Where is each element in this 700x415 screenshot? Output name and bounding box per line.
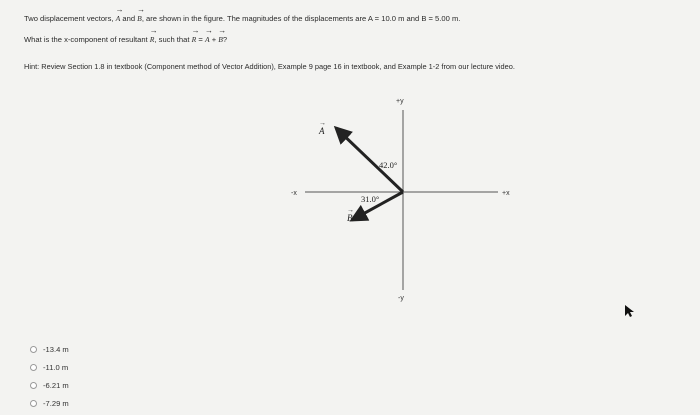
radio-icon[interactable]	[30, 382, 37, 389]
minus-y-label: -y	[398, 295, 404, 302]
option-4[interactable]: -7.29 m	[30, 394, 69, 412]
mouse-cursor-icon	[624, 304, 636, 318]
vector-b-symbol: → B	[137, 11, 142, 23]
option-1[interactable]: -13.4 m	[30, 340, 69, 358]
vector-a-symbol: → A	[116, 11, 121, 23]
minus-x-label: -x	[291, 190, 297, 197]
plus-x-label: +x	[502, 190, 510, 197]
equation-a: → A	[205, 32, 210, 44]
vector-a-label: A	[319, 126, 325, 136]
vector-b-label-arrow: →	[347, 207, 354, 214]
question-line-1: Two displacement vectors, → A and → B, are shown in the figure. The magnitudes of the displacements are A = 10.0 m and B = 5.00 m.	[24, 11, 460, 23]
equation-b: → B	[218, 32, 223, 44]
angle-b-label: 31.0°	[361, 194, 380, 204]
vector-r-symbol: → R	[150, 32, 155, 44]
question-line-2: What is the x-component of resultant → R, such that → R = → A + → B?	[24, 32, 227, 44]
angle-a-label: 42.0°	[379, 160, 398, 170]
plus-y-label: +y	[396, 98, 404, 105]
option-2[interactable]: -11.0 m	[30, 358, 69, 376]
vector-a-label-arrow: →	[319, 120, 326, 127]
radio-icon[interactable]	[30, 346, 37, 353]
hint-text: Hint: Review Section 1.8 in textbook (Component method of Vector Addition), Example 9 page 16 in textbook, and Example 1-2 from our lecture video.	[24, 62, 515, 71]
equation-r: → R	[192, 32, 197, 44]
answer-options	[30, 340, 69, 412]
vector-b-label: B	[347, 213, 353, 223]
radio-icon[interactable]	[30, 400, 37, 407]
option-3[interactable]: -6.21 m	[30, 376, 69, 394]
radio-icon[interactable]	[30, 364, 37, 371]
